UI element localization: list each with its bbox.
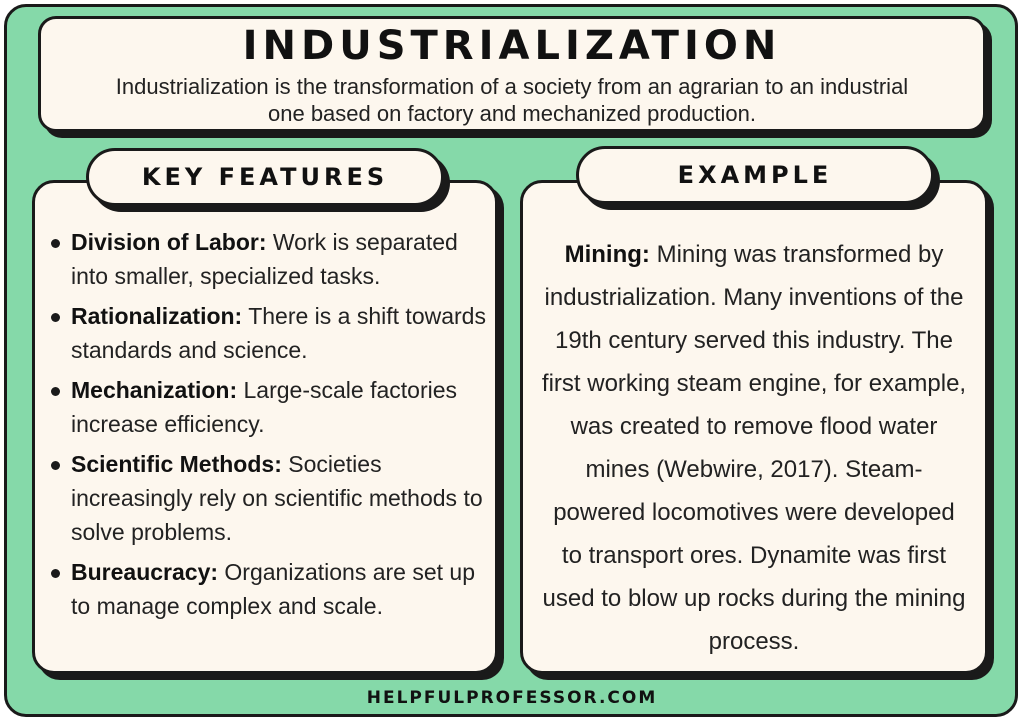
feature-term: Division of Labor: (71, 229, 267, 255)
page-title: INDUSTRIALIZATION (242, 23, 782, 69)
key-features-panel (32, 180, 498, 674)
feature-text: Work is separated into smaller, specialized tasks. (71, 229, 458, 289)
bullet-icon (51, 569, 60, 578)
list-item (49, 555, 489, 623)
footer-website: HELPFULPROFESSOR.COM (366, 688, 658, 708)
feature-text: There is a shift towards standards and science. (71, 303, 486, 363)
feature-term: Bureaucracy: (71, 559, 219, 585)
header-card (38, 16, 986, 132)
list-item (49, 447, 489, 549)
example-panel (520, 180, 988, 674)
bullet-icon (51, 461, 60, 470)
list-item (49, 225, 489, 293)
feature-text: Societies increasingly rely on scientific methods to solve problems. (71, 451, 483, 545)
list-item (49, 373, 489, 441)
bullet-icon (51, 387, 60, 396)
title-description: Industrialization is the transformation of a society from an agrarian to an industrial one based on factory and mechanized production. (115, 74, 909, 126)
list-item (49, 299, 489, 367)
example-term: Mining: (564, 241, 650, 268)
feature-term: Mechanization: (71, 377, 238, 403)
feature-term: Scientific Methods: (71, 451, 282, 477)
key-features-tab: KEY FEATURES (86, 148, 444, 206)
feature-text: Large-scale factories increase efficiency. (71, 377, 458, 437)
key-features-list (49, 225, 489, 629)
bullet-icon (51, 239, 60, 248)
feature-term: Rationalization: (71, 303, 243, 329)
example-text (541, 233, 967, 663)
example-body: Mining was transformed by industrialization. Many inventions of the 19th century served this industry. The first working steam engine, for example, was created to remove flood water mines (Webwire, 2017). Steam-powered locomotives were developed to transport ores. Dynamite was first used to blow up rocks during the mining process. (541, 241, 967, 655)
bullet-icon (51, 313, 60, 322)
feature-text: Organizations are set up to manage complex and scale. (71, 559, 476, 619)
example-tab: EXAMPLE (576, 146, 934, 204)
